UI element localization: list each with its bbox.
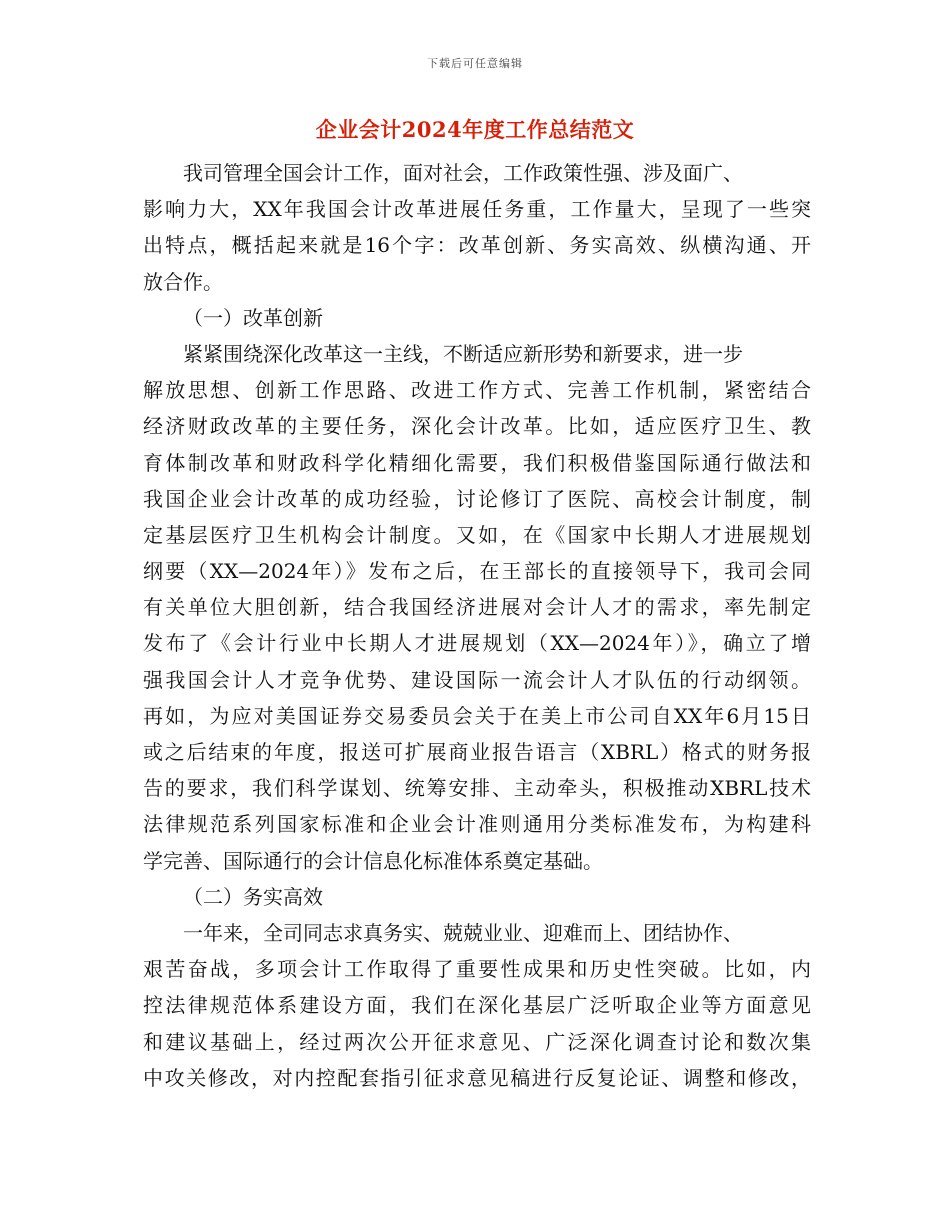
section-heading: （一）改革创新 [183,305,323,330]
document-title: 企业会计2024年度工作总结范文 [315,117,635,142]
paragraph-line: 我司管理全国会计工作，面对社会，工作政策性强、涉及面广、 [183,161,743,185]
paragraph-line: 和建议基础上，经过两次公开征求意见、广泛深化调查讨论和数次集 [143,1029,811,1054]
paragraph-line: 强我国会计人才竞争优势、建设国际一流会计人才队伍的行动纲领。 [143,667,811,692]
paragraph-line: 中攻关修改，对内控配套指引征求意见稿进行反复论证、调整和修改， [143,1065,811,1090]
header-note: 下载后可任意编辑 [427,57,523,70]
paragraph-line: 或之后结束的年度，报送可扩展商业报告语言（XBRL）格式的财务报 [143,740,811,764]
paragraph-line: 影响力大，XX年我国会计改革进展任务重，工作量大，呈现了一些突 [143,197,811,222]
paragraph-line: 紧紧围绕深化改革这一主线，不断适应新形势和新要求，进一步 [183,341,743,366]
paragraph-line: 解放思想、创新工作思路、改进工作方式、完善工作机制，紧密结合 [143,378,811,403]
paragraph-line: 一年来，全司同志求真务实、兢兢业业、迎难而上、团结协作、 [183,920,743,945]
paragraph-line: 定基层医疗卫生机构会计制度。又如，在《国家中长期人才进展规划 [143,522,811,547]
paragraph-line: 放合作。 [143,269,223,294]
paragraph-line: 发布了《会计行业中长期人才进展规划（XX—2024年）》，确立了增 [143,631,811,656]
section-heading: （二）务实高效 [183,884,323,909]
paragraph-line: 学完善、国际通行的会计信息化标准体系奠定基础。 [143,848,603,873]
paragraph-line: 我国企业会计改革的成功经验，讨论修订了医院、高校会计制度，制 [143,486,811,511]
document-body [143,155,811,1096]
paragraph-line: 经济财政改革的主要任务，深化会计改革。比如，适应医疗卫生、教 [143,414,811,439]
paragraph-line: 法律规范系列国家标准和企业会计准则通用分类标准发布，为构建科 [143,812,811,837]
paragraph-line: 艰苦奋战，多项会计工作取得了重要性成果和历史性突破。比如，内 [143,957,811,982]
paragraph-line: 纲要（XX—2024年）》发布之后，在王部长的直接领导下，我司会同 [143,559,811,584]
paragraph-line: 告的要求，我们科学谋划、统筹安排、主动牵头，积极推动XBRL技术 [143,776,811,801]
paragraph-line: 育体制改革和财政科学化精细化需要，我们积极借鉴国际通行做法和 [143,450,811,475]
paragraph-line: 控法律规范体系建设方面，我们在深化基层广泛听取企业等方面意见 [143,993,811,1018]
paragraph-line: 再如，为应对美国证券交易委员会关于在美上市公司自XX年6月15日 [143,703,811,728]
paragraph-line: 有关单位大胆创新，结合我国经济进展对会计人才的需求，率先制定 [143,595,811,620]
paragraph-line: 出特点，概括起来就是16个字：改革创新、务实高效、纵横沟通、开 [143,233,811,258]
